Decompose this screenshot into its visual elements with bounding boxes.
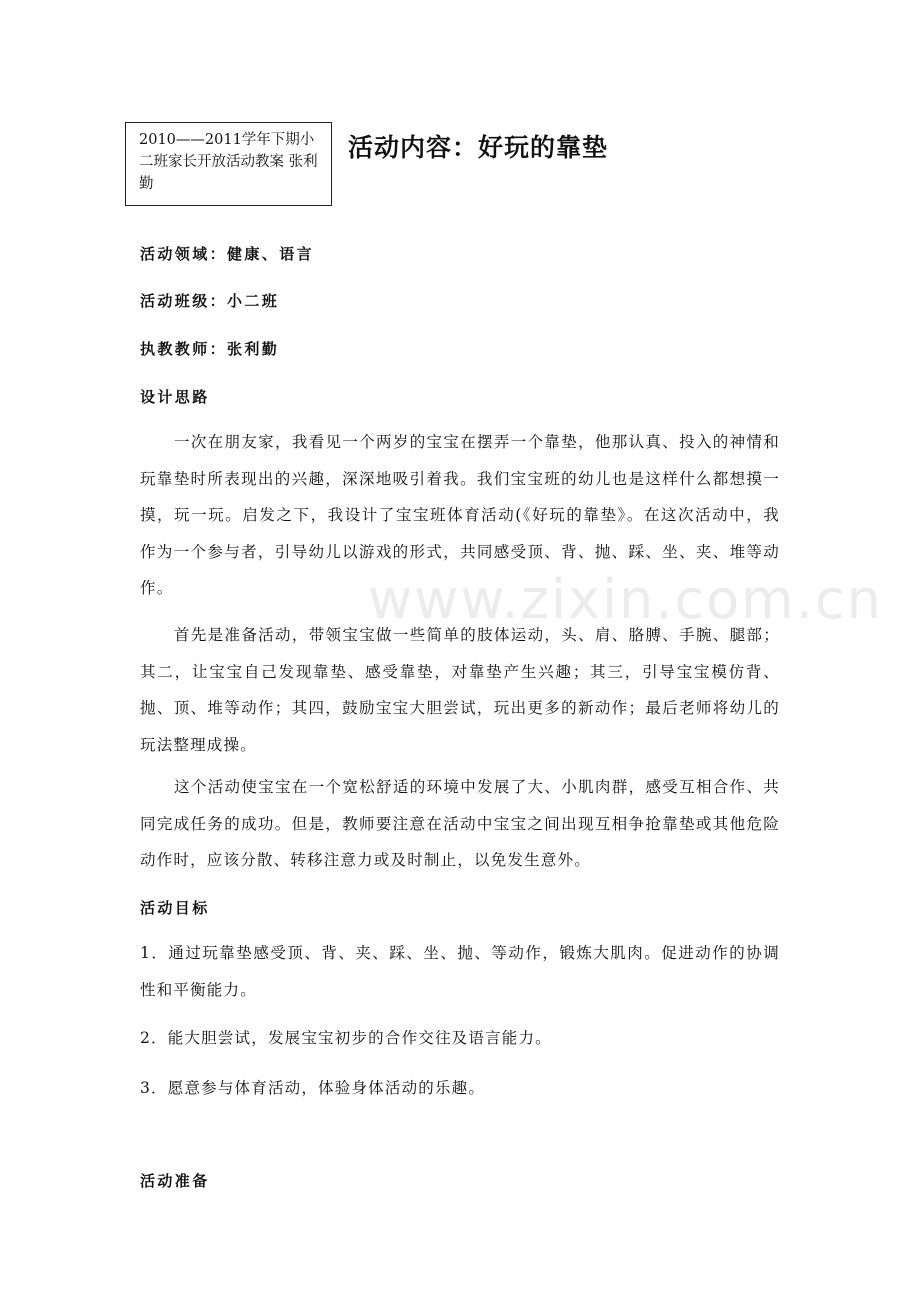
field-activity-class: 活动班级：小二班 <box>140 292 280 310</box>
heading-activity-goals: 活动目标 <box>140 899 210 917</box>
header-box-text: 2010——2011学年下期小二班家长开放活动教案 张利勤 <box>139 132 318 192</box>
page-title: 活动内容：好玩的靠垫 <box>348 133 609 162</box>
heading-design-ideas: 设计思路 <box>140 388 210 406</box>
design-paragraph-2: 首先是准备活动，带领宝宝做一些简单的肢体运动，头、肩、胳膊、手腕、腿部；其二，让宝宝自己发现靠垫、感受靠垫，对靠垫产生兴趣；其三，引导宝宝模仿背、抛、顶、堆等动作；其四，鼓励宝宝大胆尝试，玩出更多的新动作；最后老师将幼儿的玩法整理成操。 <box>140 626 780 754</box>
field-activity-domain: 活动领域：健康、语言 <box>140 245 315 263</box>
header-info-box <box>125 122 332 206</box>
goal-item-2: 2．能大胆尝试，发展宝宝初步的合作交往及语言能力。 <box>140 1029 552 1047</box>
design-paragraph-1: 一次在朋友家，我看见一个两岁的宝宝在摆弄一个靠垫，他那认真、投入的神情和玩靠垫时所表现出的兴趣，深深地吸引着我。我们宝宝班的幼儿也是这样什么都想摸一摸，玩一玩。启发之下，我设计了宝宝班体育活动(《好玩的靠垫》。在这次活动中，我作为一个参与者，引导幼儿以游戏的形式，共同感受顶、背、抛、踩、坐、夹、堆等动作。 <box>140 433 780 597</box>
goal-item-3: 3．愿意参与体育活动，体验身体活动的乐趣。 <box>140 1079 486 1097</box>
field-teacher: 执教教师：张利勤 <box>140 340 280 358</box>
design-paragraph-3: 这个活动使宝宝在一个宽松舒适的环境中发展了大、小肌肉群，感受互相合作、共同完成任务的成功。但是，教师要注意在活动中宝宝之间出现互相争抢靠垫或其他危险动作时，应该分散、转移注意力或及时制止，以免发生意外。 <box>140 778 780 869</box>
watermark: www.zixin.com.cn <box>368 568 883 631</box>
heading-activity-preparation: 活动准备 <box>140 1172 210 1190</box>
goal-item-1: 1．通过玩靠垫感受顶、背、夹、踩、坐、抛、等动作，锻炼大肌肉。促进动作的协调性和平衡能力。 <box>140 944 780 999</box>
